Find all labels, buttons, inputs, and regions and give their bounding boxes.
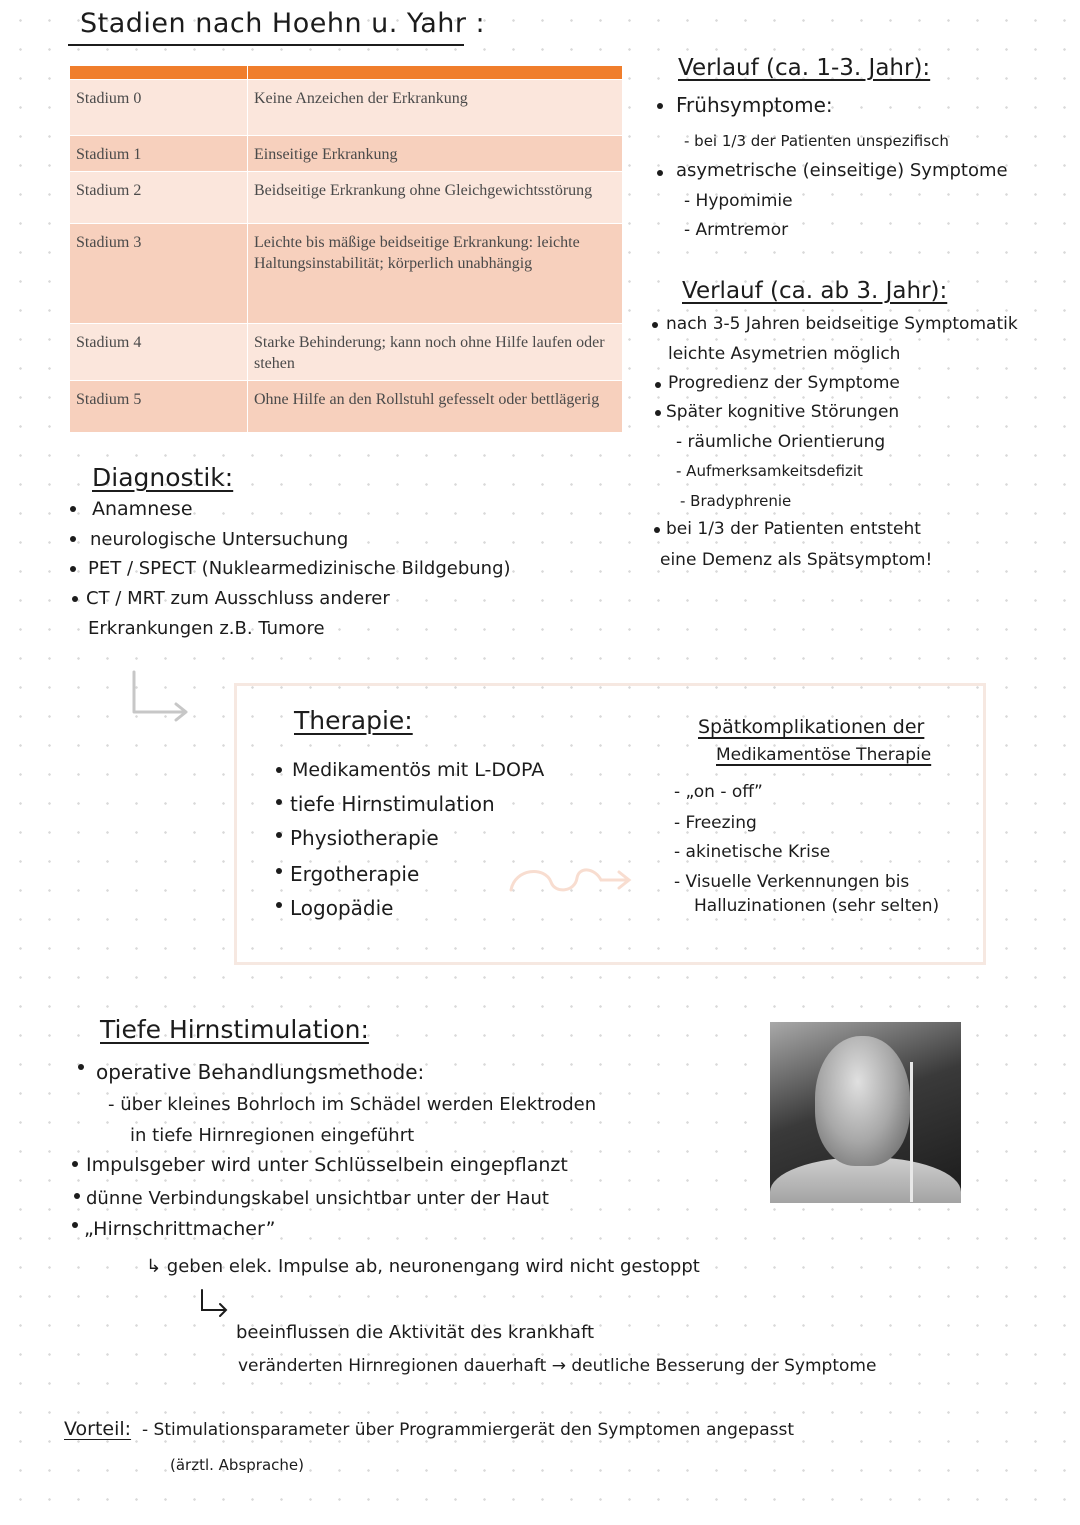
tiefe-line: Impulsgeber wird unter Schlüsselbein eingepflanzt [86,1154,568,1176]
arrow-down-right-icon [126,668,196,724]
tiefe-line: ↳ geben elek. Impulse ab, neuronengang wird nicht gestoppt [146,1256,700,1277]
diagnostik-title: Diagnostik: [92,463,234,492]
diagnostik-item: PET / SPECT (Nuklearmedizinische Bildgebung) [88,558,511,579]
table-row [70,224,622,324]
bullet [72,1222,78,1228]
verlauf-late-item: bei 1/3 der Patienten entsteht [666,519,921,539]
stage-cell: Stadium 5 [70,381,248,433]
vorteil-label: Vorteil: [64,1418,132,1440]
bullet [72,596,78,602]
verlauf-early-item: asymetrische (einseitige) Symptome [676,160,1008,181]
tiefe-line: veränderten Hirnregionen dauerhaft → deutliche Besserung der Symptome [238,1356,877,1376]
therapie-item: Logopädie [290,896,394,920]
bullet [72,1161,78,1167]
bullet [276,902,282,908]
vorteil-line: - Stimulationsparameter über Programmiergerät den Symptomen angepasst [142,1420,794,1440]
therapie-item: Physiotherapie [290,826,439,850]
bullet [276,832,282,838]
title-underline [68,44,464,46]
table-row [70,381,622,433]
bullet [657,170,663,176]
description-cell: Leichte bis mäßige beidseitige Erkrankung: leichte Haltungsinstabilität; körperlich unabhängig [248,224,623,324]
bullet [276,868,282,874]
verlauf-late-item: nach 3-5 Jahren beidseitige Symptomatik [666,314,1018,334]
bullet [654,527,660,533]
description-cell: Keine Anzeichen der Erkrankung [248,80,623,136]
table-row [70,324,622,381]
description-cell: Ohne Hilfe an den Rollstuhl gefesselt oder bettlägerig [248,381,623,433]
bullet [657,103,663,109]
bullet [70,506,76,512]
stage-cell: Stadium 2 [70,172,248,224]
stage-cell: Stadium 0 [70,80,248,136]
bullet [276,799,282,805]
bullet [655,382,661,388]
therapie-item: tiefe Hirnstimulation [290,792,495,816]
stage-cell: Stadium 4 [70,324,248,381]
stage-cell: Stadium 1 [70,136,248,172]
spaet-title-line2: Medikamentöse Therapie [716,745,932,765]
bullet [70,536,76,542]
verlauf-late-item: Progredienz der Symptome [668,373,900,393]
verlauf-late-item: - Aufmerksamkeitsdefizit [676,462,863,480]
diagnostik-item: CT / MRT zum Ausschluss anderer [86,588,390,609]
diagnostik-item: Anamnese [92,498,193,520]
tiefe-line: operative Behandlungsmethode: [96,1060,425,1084]
verlauf-late-item: - räumliche Orientierung [676,432,886,452]
bullet [652,322,658,328]
tiefe-line: dünne Verbindungskabel unsichtbar unter der Haut [86,1188,549,1209]
spaet-item: - Visuelle Verkennungen bis [674,872,910,892]
diagnostik-item: Erkrankungen z.B. Tumore [88,618,325,639]
table-row [70,136,622,172]
bullet [655,410,661,416]
table-row [70,80,622,136]
therapie-item: Ergotherapie [290,862,420,886]
description-cell: Beidseitige Erkrankung ohne Gleichgewichtsstörung [248,172,623,224]
verlauf-late-title: Verlauf (ca. ab 3. Jahr): [682,278,948,304]
stages-table [70,66,622,433]
spaet-title-line1: Spätkomplikationen der [698,716,925,738]
tiefe-title: Tiefe Hirnstimulation: [100,1015,369,1044]
spaet-item: - akinetische Krise [674,842,831,862]
verlauf-early-item: - Armtremor [684,220,789,240]
therapie-item: Medikamentös mit L-DOPA [292,759,545,781]
verlauf-late-item: leichte Asymetrien möglich [668,344,901,364]
stage-cell: Stadium 3 [70,224,248,324]
verlauf-late-item: eine Demenz als Spätsymptom! [660,550,933,570]
bullet [70,566,76,572]
table-header [70,66,622,80]
bullet [78,1064,84,1070]
patient-photo [770,1022,961,1203]
table-row [70,172,622,224]
swirl-arrow-icon [505,862,635,898]
verlauf-early-item: - bei 1/3 der Patienten unspezifisch [684,132,949,150]
description-cell: Starke Behinderung; kann noch ohne Hilfe laufen oder stehen [248,324,623,381]
verlauf-early-item: - Hypomimie [684,191,793,211]
tiefe-line: „Hirnschrittmacher” [84,1218,276,1240]
verlauf-early-item: Frühsymptome: [676,93,833,117]
vorteil-line: (ärztl. Absprache) [170,1456,304,1474]
diagnostik-item: neurologische Untersuchung [90,529,349,550]
bullet [276,767,282,773]
stages-title: Stadien nach Hoehn u. Yahr : [80,8,486,39]
verlauf-late-item: Später kognitive Störungen [666,402,900,422]
bullet [74,1193,80,1199]
tiefe-line: beeinflussen die Aktivität des krankhaft [236,1322,595,1343]
tiefe-line: - über kleines Bohrloch im Schädel werden Elektroden [108,1094,597,1115]
description-cell: Einseitige Erkrankung [248,136,623,172]
tiefe-line: in tiefe Hirnregionen eingeführt [130,1125,415,1146]
arrow-down-right-icon [196,1288,232,1318]
spaet-item: - „on - off” [674,782,763,802]
therapie-title: Therapie: [294,706,413,735]
spaet-item: Halluzinationen (sehr selten) [694,896,940,916]
spaet-item: - Freezing [674,813,757,833]
verlauf-early-title: Verlauf (ca. 1-3. Jahr): [678,55,931,81]
verlauf-late-item: - Bradyphrenie [680,492,792,510]
